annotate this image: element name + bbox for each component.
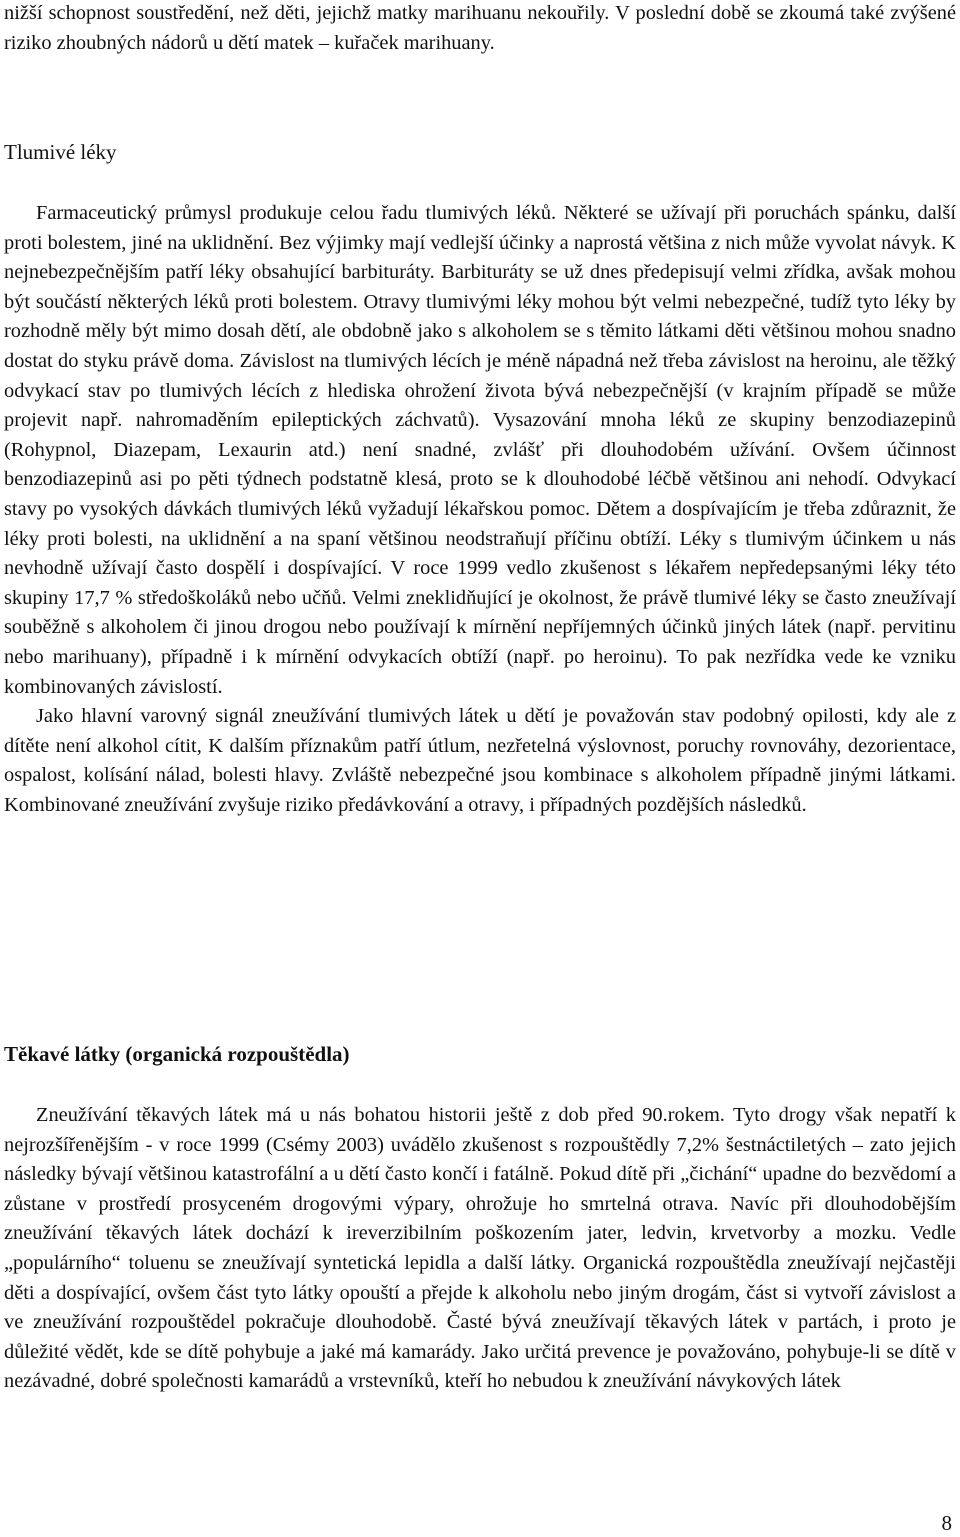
paragraph-sedatives-1: Farmaceutický průmysl produkuje celou řadu tlumivých léků. Některé se užívají při poruchách spánku, další proti bolestem, jiné na uklidnění. Bez výjimky mají vedlejší účinky a naprostá většina z nich může vyvolat návyk. K nejnebezpečnějším patří léky obsahující barbituráty. Barbituráty se už dnes předepisují velmi zřídka, avšak mohou být součástí některých léků proti bolestem. Otravy tlumivými léky mohou být velmi nebezpečné, tudíž tyto léky by rozhodně měly být mimo dosah dětí, ale obdobně jako s alkoholem se s těmito látkami děti většinou mohou snadno dostat do styku právě doma. Závislost na tlumivých lécích je méně nápadná než třeba závislost na heroinu, ale těžký odvykací stav po tlumivých lécích z hlediska ohrožení života bývá nebezpečnější (v krajním případě se může projevit např. nahromaděním epileptických záchvatů). Vysazování mnoha léků ze skupiny benzodiazepinů (Rohypnol, Diazepam, Lexaurin atd.) není snadné, zvlášť při dlouhodobém užívání. Ovšem účinnost benzodiazepinů asi po pěti týdnech podstatně klesá, proto se k dlouhodobé léčbě většinou ani nehodí. Odvykací stavy po vysokých dávkách tlumivých léků vyžadují lékařskou pomoc. Dětem a dospívajícím je třeba zdůraznit, že léky proti bolesti, na uklidnění a na spaní většinou neodstraňují příčinu obtíží. Léky s tlumivým účinkem u nás nevhodně užívají často dospělí i dospívající. V roce 1999 vedlo zkušenost s lékařem nepředepsanými léky této skupiny 17,7 % středoškoláků nebo učňů. Velmi zneklidňující je okolnost, že právě tlumivé léky se často zneužívají souběžně s alkoholem či jinou drogou nebo používají k mírnění nepříjemných účinků jiných látek (např. pervitinu nebo marihuany), případně i k mírnění odvykacích obtíží (např. po heroinu). To pak nezřídka vede ke vzniku kombinovaných závislostí. <box>4 202 956 698</box>
paragraph-volatile-substances: Zneužívání těkavých látek má u nás bohatou historii ještě z dob před 90.rokem. Tyto drogy však nepatří k nejrozšířenějším - v roce 1999 (Csémy 2003) uvádělo zkušenost s rozpouštědly 7,2% šestnáctiletých – zato jejich následky bývají většinou katastrofální a u dětí často končí i fatálně. Pokud dítě při „čichání“ upadne do bezvědomí a zůstane v prostředí prosyceném drogovými výpary, ohrožuje ho smrtelná otrava. Navíc při dlouhodobějším zneužívání těkavých látek dochází k ireverzibilním poškozením jater, ledvin, krvetvorby a mozku. Vedle „populárního“ toluenu se zneužívají syntetická lepidla a další látky. Organická rozpouštědla zneužívají nejčastěji děti a dospívající, ovšem část tyto látky opouští a přejde k alkoholu nebo jiným drogám, část si vytvoří závislost a ve zneužívání rozpouštědel pokračuje dlouhodobě. Časté bývá zneužívají těkavých látek v partách, i proto je důležité vědět, kde se dítě pohybuje a jaké má kamarády. Jako určitá prevence je považováno, pohybuje-li se dítě v nezávadné, dobré společnosti kamarádů a vrstevníků, kteří ho nebudou k zneužívání návykových látek <box>4 1104 956 1393</box>
section-heading-sedatives: Tlumivé léky <box>4 140 117 164</box>
paragraph-sedatives-2: Jako hlavní varovný signál zneužívání tlumivých látek u dětí je považován stav podobný opilosti, kdy ale z dítěte není alkohol cítit, K dalším příznakům patří útlum, nezřetelná výslovnost, poruchy rovnováhy, dezorientace, ospalost, kolísání nálad, bolesti hlavy. Zvláště nebezpečné jsou kombinace s alkoholem případně jinými látkami. Kombinované zneužívání zvyšuje riziko předávkování a otravy, i případných pozdějších následků. <box>4 705 956 816</box>
document-page <box>4 0 956 1537</box>
intro-paragraph: nižší schopnost soustředění, než děti, jejichž matky marihuanu nekouřily. V poslední době se zkoumá také zvýšené riziko zhoubných nádorů u dětí matek – kuřaček marihuany. <box>4 2 956 54</box>
page-number: 8 <box>941 1511 952 1535</box>
section-body-sedatives <box>4 199 956 820</box>
section-heading-volatile-substances: Těkavé látky (organická rozpouštědla) <box>4 1042 350 1066</box>
